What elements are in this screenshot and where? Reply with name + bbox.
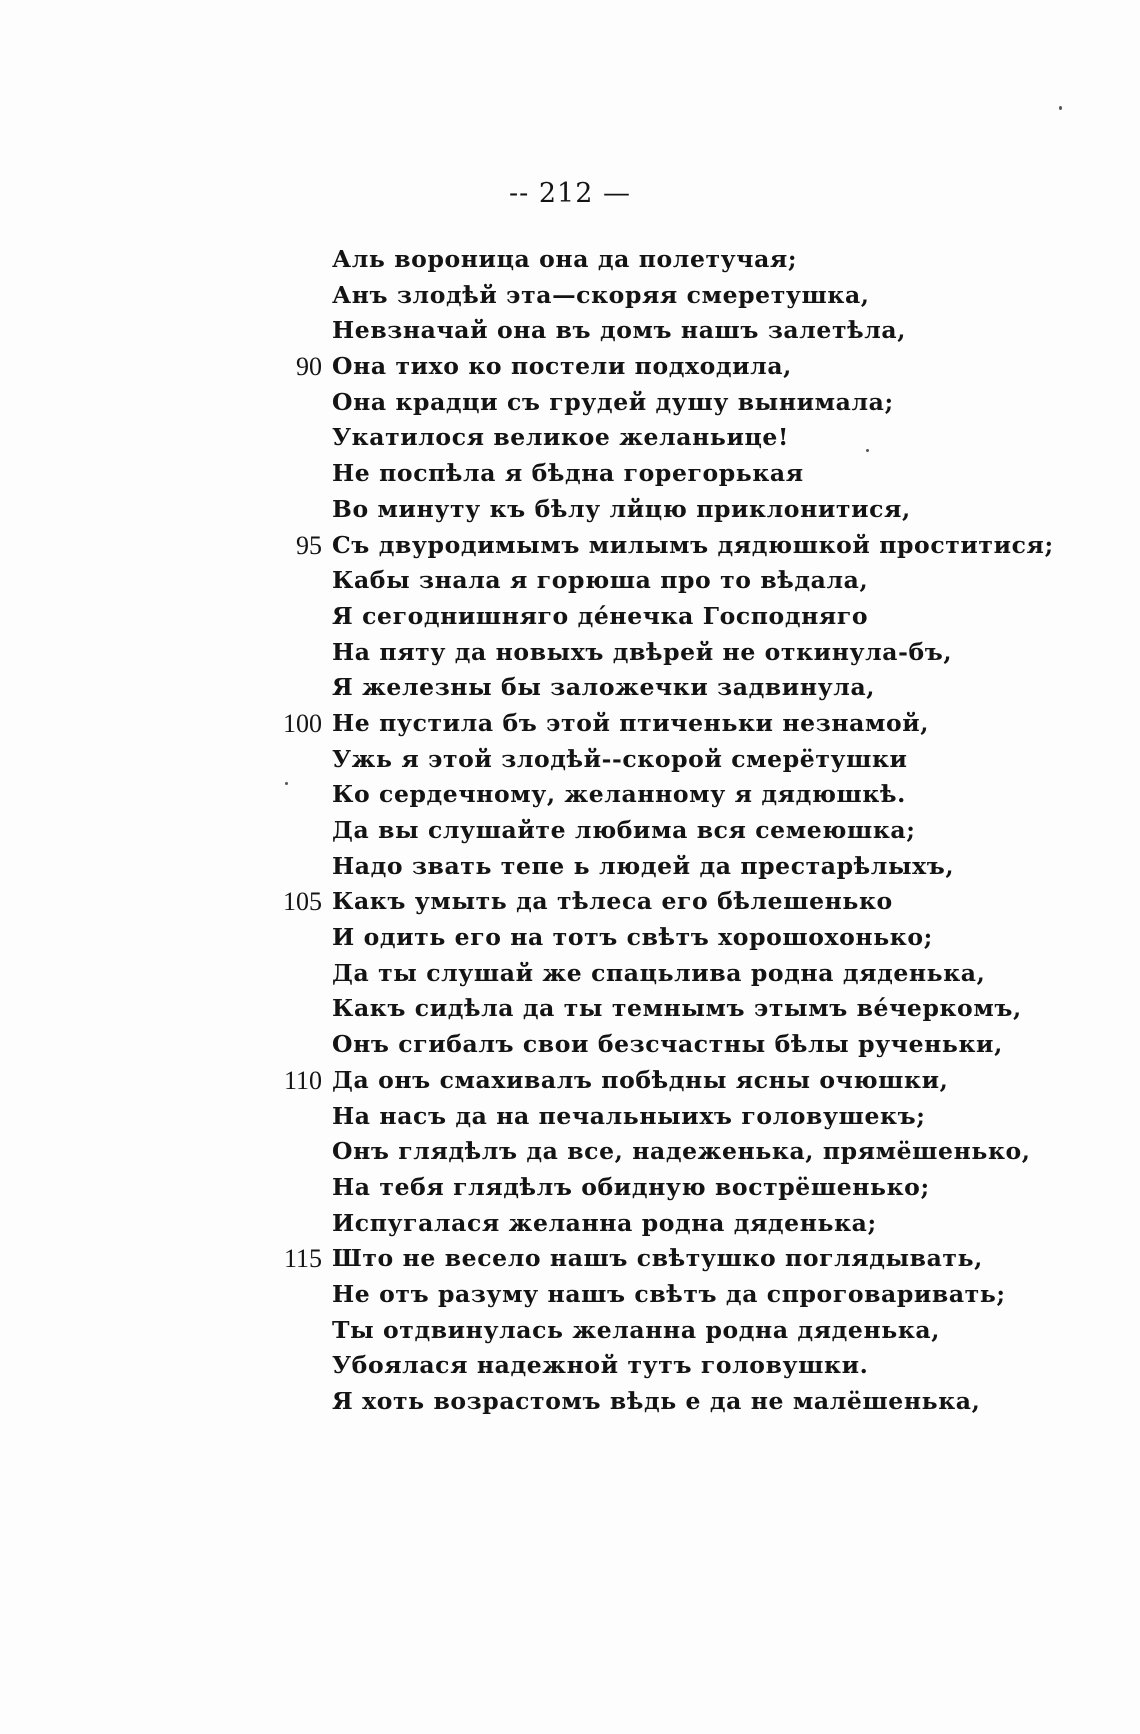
verse-text: Не отъ разуму нашъ свѣтъ да спроговаривать; [332,1279,1006,1308]
verse-text: Анъ злодѣй эта—скоряя смеретушка, [332,280,870,309]
verse-line [0,991,1140,1027]
verse-text: Невзначай она въ домъ нашъ залетѣла, [332,316,907,345]
verse-line [0,670,1140,706]
verse-line [0,420,1140,456]
line-number: 95 [296,530,322,560]
verse-line [0,920,1140,956]
verse-line [0,242,1140,278]
verse-text: Не поспѣла я бѣдна горегорькая [332,459,804,488]
verse-line [0,1206,1140,1242]
verse-line [0,1134,1140,1170]
page-number: -- 212 — [509,178,631,209]
verse-line [0,1170,1140,1206]
line-number: 90 [296,352,322,382]
verse-line [0,849,1140,885]
verse-text: Кабы знала я горюша про то вѣдала, [332,566,869,595]
verse-text: Съ двуродимымъ милымъ дядюшкой проститися; [332,530,1054,559]
line-number: 115 [283,1244,322,1274]
verse-text: На пяту да новыхъ двѣрей не откинула-бъ, [332,637,953,666]
verse-text: На тебя глядѣлъ обидную вострёшенько; [332,1172,930,1201]
verse-line [0,1313,1140,1349]
verse-line [0,1063,1140,1099]
verse-text: Какъ умыть да тѣлеса его бѣлешенько [332,887,893,916]
verse-text: Испугалася желанна родна дяденька; [332,1208,877,1237]
verse-line [0,456,1140,492]
verse-line [0,813,1140,849]
verse-line [0,1241,1140,1277]
verse-line [0,1027,1140,1063]
line-number: 100 [283,708,322,738]
verse-line [0,278,1140,314]
scan-speck [1059,106,1062,110]
verse-text: Я сегоднишняго дéнечка Господняго [332,601,869,630]
verse-line [0,706,1140,742]
verse-text: Какъ сидѣла да ты темнымъ этымъ вéчеркомъ, [332,994,1022,1023]
verse-line [0,742,1140,778]
poem-text [0,242,1140,1420]
verse-text: Укатилося великое желаньице! [332,423,789,452]
verse-line [0,492,1140,528]
line-number: 105 [283,887,322,917]
verse-text: Убоялася надежной тутъ головушки. [332,1351,869,1380]
verse-text: Аль вороницa она да полетучая; [332,245,798,273]
verse-text: И одить его на тотъ свѣтъ хорошохонько; [332,923,933,952]
verse-line [0,385,1140,421]
verse-line [0,313,1140,349]
verse-line [0,1099,1140,1135]
verse-line [0,1277,1140,1313]
verse-text: Да вы слушайте любима вся семеюшка; [332,816,916,844]
verse-line [0,563,1140,599]
scan-speck [866,449,869,452]
verse-line [0,1384,1140,1420]
verse-text: Она крадци съ грудей душу вынимала; [332,387,894,416]
verse-text: Онъ глядѣлъ да все, надеженька, прямёшенько, [332,1137,1031,1166]
verse-text: Да онъ смахивалъ побѣдны ясны очюшки, [332,1065,949,1094]
verse-text: Ты отдвинулась желанна родна дяденька, [332,1315,940,1344]
verse-line [0,635,1140,671]
verse-text: Надо звать тепе ь людей да престарѣлыхъ, [332,851,955,880]
verse-line [0,599,1140,635]
verse-line [0,349,1140,385]
verse-text: Да ты слушай же спацьлива родна дяденька, [332,958,986,987]
verse-text: Она тихо ко постели подходила, [332,352,792,381]
verse-text: Во минуту къ бѣлу лйцю приклонитися, [332,494,911,523]
line-number: 110 [283,1065,322,1095]
verse-line [0,1348,1140,1384]
verse-line [0,884,1140,920]
verse-text: Я хоть возрастомъ вѣдь е да не малёшенька, [332,1387,981,1415]
verse-text: На насъ да на печальныихъ головушекъ; [332,1101,926,1130]
verse-text: Ужь я этой злодѣй--скорой смерётушки [332,744,908,773]
scan-speck [285,782,288,785]
verse-text: Не пустила бъ этой птиченьки незнамой, [332,708,930,737]
verse-text: Што не весело нашъ свѣтушко поглядывать, [332,1244,983,1273]
verse-line [0,777,1140,813]
verse-text: Я железны бы заложечки задвинула, [332,673,876,702]
verse-text: Онъ сгибалъ свои безсчастны бѣлы рученьки, [332,1030,1003,1059]
verse-line [0,528,1140,564]
verse-text: Ко сердечному, желанному я дядюшкѣ. [332,780,906,809]
verse-line [0,956,1140,992]
